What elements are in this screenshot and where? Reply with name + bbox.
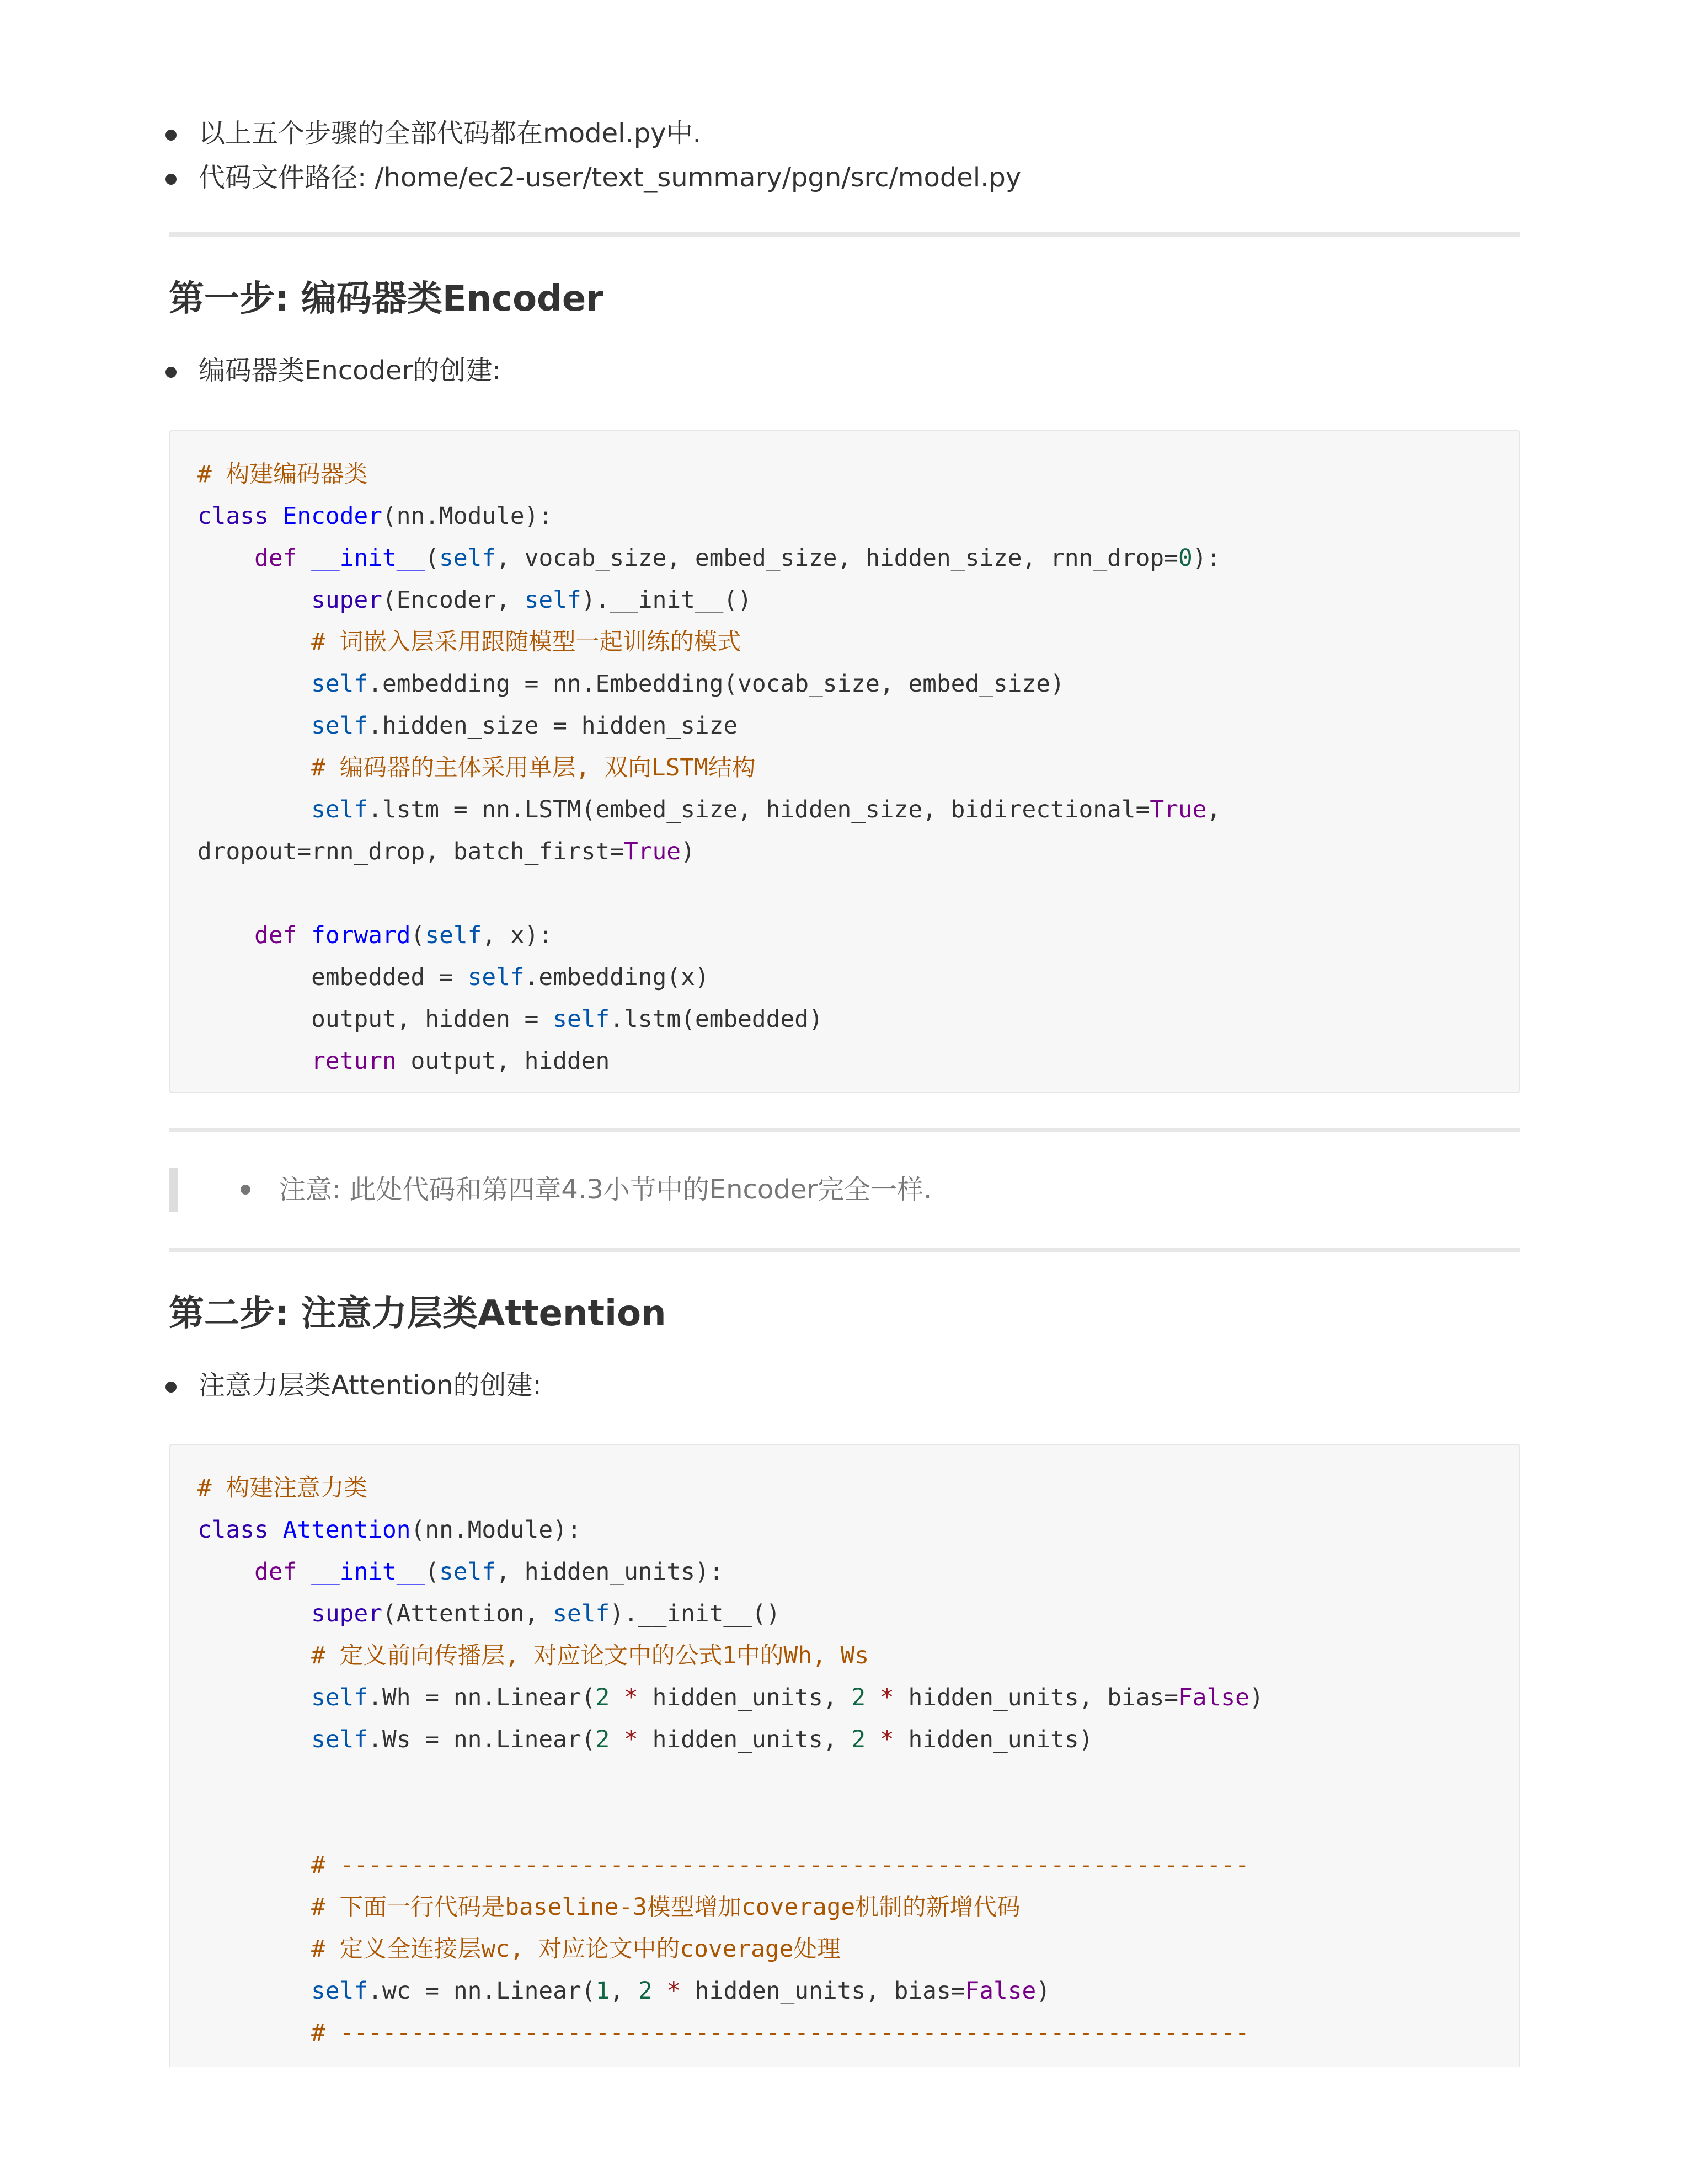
attention-code-block xyxy=(169,1444,1520,2067)
note-blockquote xyxy=(169,1168,1520,1212)
step2-heading: 第二步: 注意力层类Attention xyxy=(169,1293,666,1334)
bullet-dot-icon xyxy=(241,1185,250,1195)
blockquote-bar xyxy=(169,1168,178,1212)
intro-list xyxy=(199,111,1021,200)
code-text: # 构建注意力类 class Attention(nn.Module): def __init__(self, hidden_units): super(Attention, self).__init__() # 定义前向传播层, 对应论文中的公式1中的Wh, Ws self.Wh = nn.Linear(2 * hidden_units, 2 * hidden_units, bias=False) self.Ws = nn.Linear(2 * hidden_units, 2 * hidden_units) # ---------------------------------------------------------------- # 下面一行代码是baseline-3模型增加coverage机制的新增代码 # 定义全连接层wc, 对应论文中的coverage处理 self.wc = nn.Linear(1, 2 * hidden_units, bias=False) # ---------------------------------------------------------------- xyxy=(197,1474,1264,2047)
note-text: 注意: 此处代码和第四章4.3小节中的Encoder完全一样. xyxy=(279,1174,932,1205)
step2-list xyxy=(199,1363,542,1407)
encoder-code-block xyxy=(169,430,1520,1093)
code-text: # 构建编码器类 class Encoder(nn.Module): def __init__(self, vocab_size, embed_size, hidden_size, rnn_drop=0): super(Encoder, self).__init__() # 词嵌入层采用跟随模型一起训练的模式 self.embedding = nn.Embedding(vocab_size, embed_size) self.hidden_size = hidden_size # 编码器的主体采用单层, 双向LSTM结构 self.lstm = nn.LSTM(embed_size, hidden_size, bidirectional=True, dropout=rnn_drop, batch_first=True) def forward(self, x): embedded = self.embedding(x) output, hidden = self.lstm(embedded) return output, hidden xyxy=(197,461,1221,1075)
divider xyxy=(169,232,1520,237)
list-item: 编码器类Encoder的创建: xyxy=(199,349,501,393)
list-item: 注意力层类Attention的创建: xyxy=(199,1363,542,1407)
step1-list xyxy=(199,349,501,393)
step1-heading: 第一步: 编码器类Encoder xyxy=(169,279,603,319)
divider xyxy=(169,1248,1520,1252)
list-item: 以上五个步骤的全部代码都在model.py中. xyxy=(199,111,1021,156)
list-item: 代码文件路径: /home/ec2-user/text_summary/pgn/src/model.py xyxy=(199,156,1021,200)
divider xyxy=(169,1128,1520,1132)
